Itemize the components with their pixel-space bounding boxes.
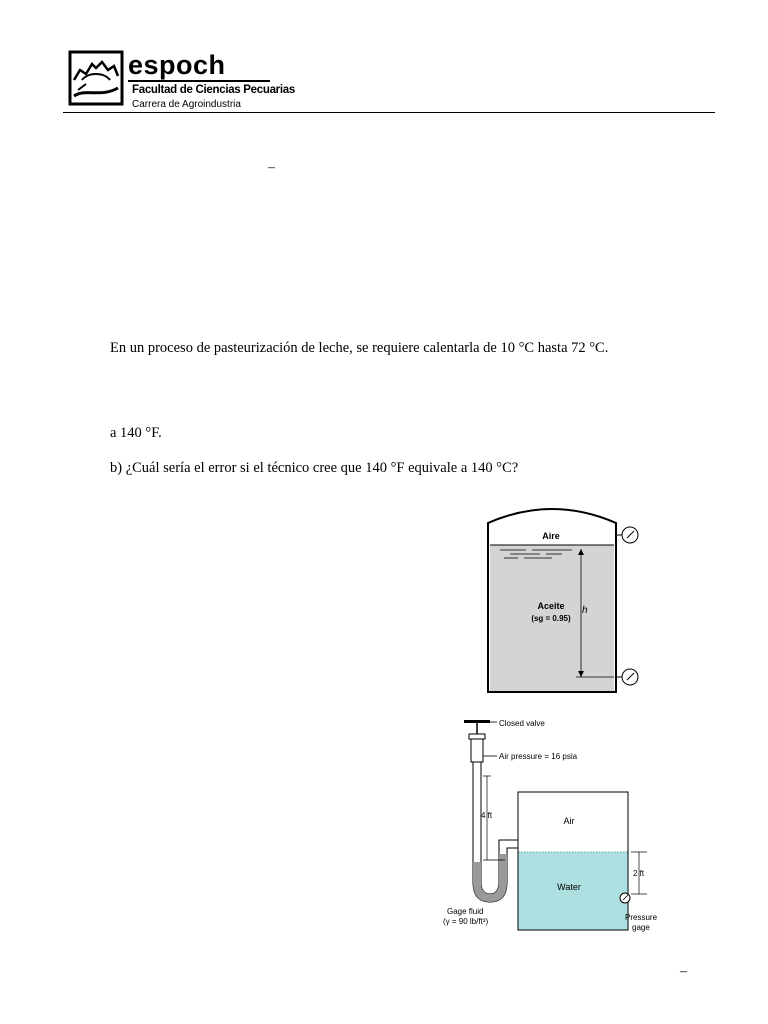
- water-label: Water: [557, 882, 581, 892]
- paragraph-fahrenheit: a 140 °F.: [110, 425, 162, 441]
- height-4ft-label: 4 ft: [481, 811, 493, 820]
- manometer-figure: [435, 712, 675, 940]
- closed-valve-label: Closed valve: [499, 719, 545, 728]
- header-divider: [63, 112, 715, 113]
- brand-underline: [128, 80, 270, 82]
- oil-tank-figure: [480, 505, 650, 697]
- sg-label: (sg = 0.95): [531, 614, 571, 623]
- air-pressure-label: Air pressure = 16 psia: [499, 752, 578, 761]
- university-logo: [68, 50, 124, 106]
- pressure-label: Pressure: [625, 913, 658, 922]
- closed-valve-icon: [471, 739, 483, 762]
- brand-name: espoch: [128, 50, 226, 80]
- oil-label: Aceite: [537, 601, 565, 611]
- gamma-label: (γ = 90 lb/ft³): [443, 917, 489, 926]
- h-label: h: [582, 605, 588, 616]
- air-label: Aire: [542, 531, 560, 541]
- question-b: b) ¿Cuál sería el error si el técnico cree que 140 °F equivale a 140 °C?: [110, 460, 519, 476]
- paragraph-pasteurization: En un proceso de pasteurización de leche, se requiere calentarla de 10 °C hasta 72 °C.: [110, 340, 609, 356]
- bottom-dash: –: [680, 964, 687, 979]
- faculty-name: Facultad de Ciencias Pecuarias: [132, 84, 295, 96]
- top-dash: –: [268, 160, 275, 175]
- career-name: Carrera de Agroindustria: [132, 99, 241, 110]
- height-2ft-label: 2 ft: [633, 869, 645, 878]
- air-label: Air: [563, 816, 575, 826]
- gage-label: gage: [632, 923, 650, 932]
- gage-fluid-label: Gage fluid: [447, 907, 484, 916]
- gage-fluid-fill: [473, 854, 507, 902]
